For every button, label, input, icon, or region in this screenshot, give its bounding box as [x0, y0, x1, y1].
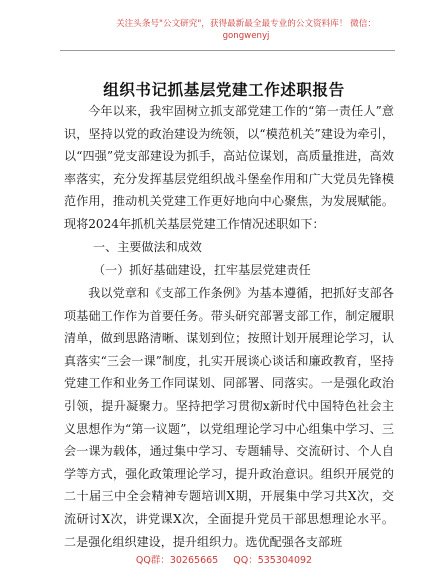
section-heading: 一、主要做法和成效 — [93, 240, 202, 254]
document-title: 组织书记抓基层党建工作述职报告 — [103, 81, 345, 99]
footer-qq: QQ：535304092 — [233, 555, 313, 566]
footer-contacts — [0, 552, 448, 566]
intro-paragraph: 今年以来，我牢固树立抓支部党建工作的“第一责任人”意识，坚持以党的政治建设为统领，以“模范机关”建设为牵引，以“四强”党支部建设为抓手，高站位谋划，高质量推进，高效率落实，充分发挥基层党组织战斗堡垒作用和广大党员先锋模范作用，推动机关党建工作更好地向中心聚焦，为发展赋能。现将2024年抓机关基层党建工作情况述职如下： — [64, 104, 394, 231]
header-notice: 关注头条号"公文研究"，获得最新最全最专业的公文资料库！ 微信：gongwenyj — [116, 19, 376, 41]
footer-qq-group: QQ群：30265665 — [135, 555, 219, 566]
subsection-heading: （一）抓好基础建设，扛牢基层党建责任 — [93, 263, 311, 277]
body-paragraph: 我以党章和《支部工作条例》为基本遵循，把抓好支部各项基础工作作为首要任务。带头研究部署支部工作，制定履职清单，做到思路清晰、谋划到位；按照计划开展理论学习，认真落实“三会一课”制度，扎实开展谈心谈话和廉政教育，坚持党建工作和业务工作同谋划、同部署、同落实。一是强化政治引领，提升凝聚力。坚持把学习贯彻x新时代中国特色社会主义思想作为“第一议题”，以党组理论学习中心组集中学习、三会一课为载体，通过集中学习、专题辅导、交流研讨、个人自学等方式，强化政策理论学习，提升政治意识。组织开展党的二十届三中全会精神专题培训X期，开展集中学习共X次，交流研讨X次，讲党课X次，全面提升党员干部思想理论水平。二是强化组织建设，提升组织力。选优配强各支部班 — [64, 286, 394, 549]
header-divider — [60, 50, 395, 51]
